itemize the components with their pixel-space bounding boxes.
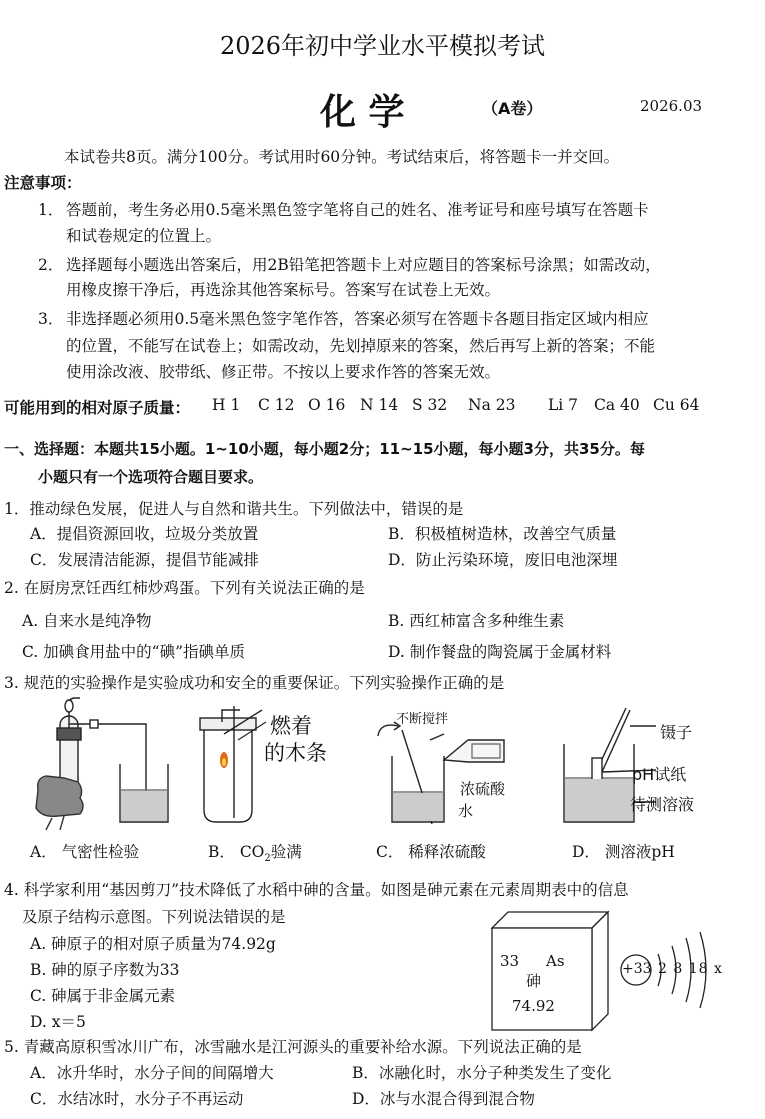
intro-text: 本试卷共8页。满分100分。考试用时60分钟。考试结束后，将答题卡一并交回。 [64,148,620,166]
cell-element-name: 砷 [526,972,542,990]
cell-symbol: As [546,952,565,970]
airtightness-figure [28,694,178,830]
notice-item-3-line3: 使用涂改液、胶带纸、修正带。不按以上要求作答的答案无效。 [66,363,501,381]
q3-option-c: C． 稀释浓硫酸 [376,843,486,861]
fig-c-stir: 不断搅拌 [396,712,449,727]
q5-option-b: B．冰融化时，水分子种类发生了变化 [352,1064,612,1082]
mass-o: O 16 [308,396,346,414]
notice-item-2-line1: 选择题每小题选出答案后，用2B铅笔把答题卡上对应题目的答案标号涂黑；如需改动， [66,256,661,274]
exam-title: 2026年初中学业水平模拟考试 [219,32,546,60]
q5-stem: 5. 青藏高原积雪冰川广布，冰雪融水是江河源头的重要补给水源。下列说法正确的是 [4,1038,582,1056]
mass-s: S 32 [412,396,448,414]
q1-option-c: C．发展清洁能源，提倡节能减排 [30,551,259,569]
q1-option-d: D．防止污染环境，废旧电池深埋 [388,551,618,569]
section1-line2: 小题只有一个选项符合题目要求。 [38,468,264,486]
q5-option-c: C．水结冰时，水分子不再运动 [30,1090,244,1108]
q1-stem: 1．推动绿色发展，促进人与自然和谐共生。下列做法中，错误的是 [4,500,464,518]
q2-option-c: C. 加碘食用盐中的“碘”指碘单质 [22,643,246,661]
mass-li: Li 7 [548,396,579,414]
mass-c: C 12 [258,396,295,414]
subject-title: 化 学 [320,91,405,133]
q3-option-b: B． $CO_2$验满 [208,843,302,865]
q2-option-b: B. 西红柿富含多种维生素 [388,612,565,630]
q3-option-a: A． 气密性检验 [30,843,140,861]
q1-option-b: B．积极植树造林，改善空气质量 [388,525,617,543]
fig-d-solution: 待测溶液 [630,795,695,814]
notice-item-2-line2: 用橡皮擦干净后，再选涂其他答案标号。答案写在试卷上无效。 [66,281,501,299]
mass-ca: Ca 40 [594,396,640,414]
q5-option-a: A．冰升华时，水分子间的间隔增大 [30,1064,274,1082]
notice-item-1-num: 1． [38,201,64,219]
q4-option-d: D. x＝5 [30,1013,86,1031]
notice-item-3-line2: 的位置，不能写在试卷上；如需改动，先划掉原来的答案，然后再写上新的答案；不能 [66,337,656,355]
notice-item-3-line1: 非选择题必须用0.5毫米黑色签字笔作答，答案必须写在答题卡各题目指定区域内相应 [66,310,649,328]
fig-b-label-1: 燃着 [270,714,312,738]
q4-stem-1: 4. 科学家利用“基因剪刀”技术降低了水稻中砷的含量。如图是砷元素在元素周期表中的信息 [4,881,629,899]
fig-b-label-2: 的木条 [264,741,327,765]
notice-item-1-line1: 答题前，考生务必用0.5毫米黑色签字笔将自己的姓名、准考证号和座号填写在答题卡 [66,201,649,219]
q4-option-a: A. 砷原子的相对原子质量为74.92g [30,935,276,953]
exam-date: 2026.03 [640,97,703,115]
periodic-cell-figure [488,908,612,1034]
mass-h: H 1 [212,396,241,414]
nucleus-charge: +33 [622,961,652,977]
atomic-mass-label: 可能用到的相对原子质量： [4,399,191,417]
fig-c-water: 水 [458,802,474,820]
mass-cu: Cu 64 [653,396,700,414]
notice-item-2-num: 2． [38,256,64,274]
q4-stem-2: 及原子结构示意图。下列说法错误的是 [22,908,286,926]
electron-shells: 2 8 18 x [658,961,723,977]
q1-option-a: A．提倡资源回收，垃圾分类放置 [30,525,259,543]
cell-atomic-mass: 74.92 [512,997,555,1015]
mass-n: N 14 [360,396,399,414]
notice-heading: 注意事项： [4,174,82,192]
q5-option-d: D．冰与水混合得到混合物 [352,1090,535,1108]
cell-atomic-number: 33 [500,952,520,970]
fig-d-tweezers: 镊子 [660,723,693,742]
q2-option-d: D. 制作餐盘的陶瓷属于金属材料 [388,643,612,661]
q4-option-b: B. 砷的原子序数为33 [30,961,180,979]
notice-item-1-line2: 和试卷规定的位置上。 [66,227,222,245]
fig-d-paper: pH试纸 [632,765,687,784]
notice-item-3-num: 3． [38,310,64,328]
q3-option-d: D． 测溶液pH [572,843,675,861]
q2-stem: 2. 在厨房烹饪西红柿炒鸡蛋。下列有关说法正确的是 [4,579,365,597]
q3-stem: 3. 规范的实验操作是实验成功和安全的重要保证。下列实验操作正确的是 [4,674,505,692]
section1-line1: 一、选择题：本题共15小题。1~10小题，每小题2分；11~15小题，每小题3分，共35分。每 [4,440,645,458]
q2-option-a: A. 自来水是纯净物 [22,612,152,630]
fig-c-acid: 浓硫酸 [460,780,506,798]
mass-na: Na 23 [468,396,516,414]
paper-version: （A卷） [482,99,543,118]
q4-option-c: C. 砷属于非金属元素 [30,987,176,1005]
